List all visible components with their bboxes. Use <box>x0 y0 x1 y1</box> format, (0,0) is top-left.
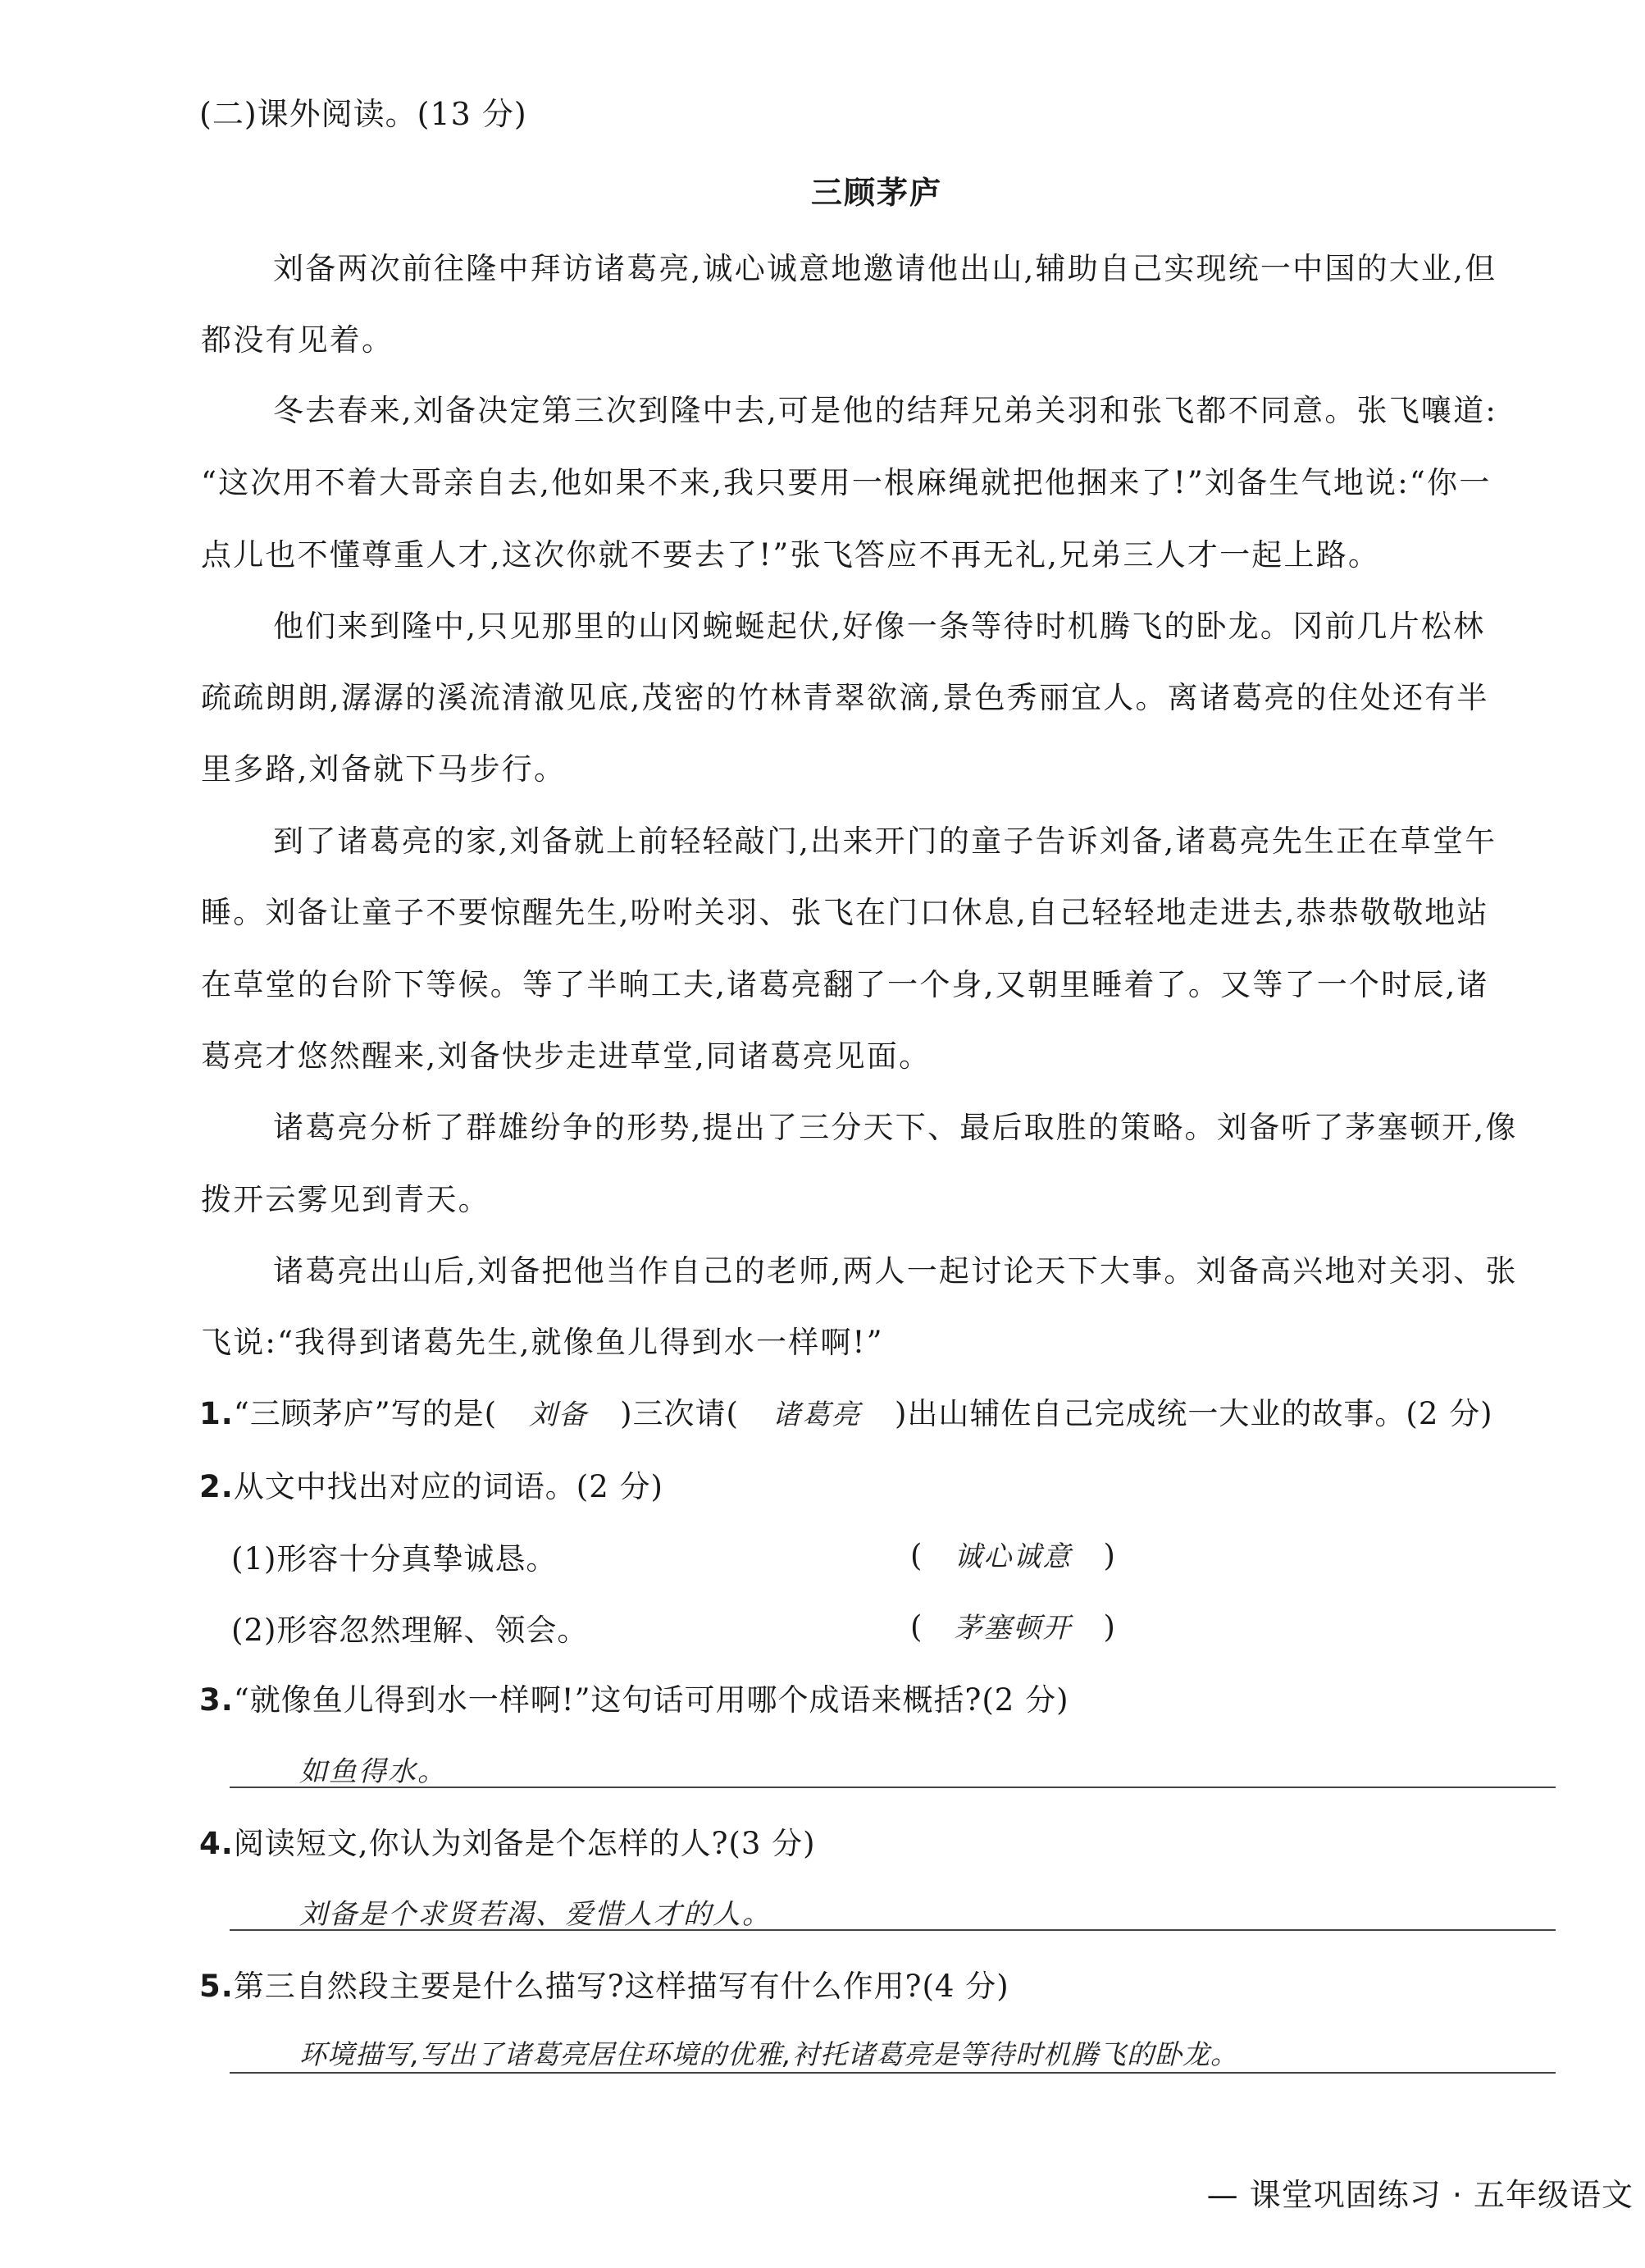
q2-item-1-text: (1)形容十分真挚诚恳。 <box>231 1541 558 1577</box>
question-1: 1.“三顾茅庐”写的是( 刘备 )三次请( 诸葛亮 )出山辅佐自己完成统一大业的故事。(2 分) <box>199 1389 1493 1433</box>
article-line: 冬去春来,刘备决定第三次到隆中去,可是他的结拜兄弟关羽和张飞都不同意。张飞嚷道: <box>273 393 1497 428</box>
q2-item-1-answer: ( 诚心诚意 ) <box>910 1534 1116 1574</box>
question-5: 5.第三自然段主要是什么描写?这样描写有什么作用?(4 分) <box>199 1969 1009 2004</box>
q2-item-2-answer: ( 茅塞顿开 ) <box>910 1605 1116 1645</box>
q2-item-2-text: (2)形容忽然理解、领会。 <box>231 1613 589 1648</box>
article-line: 诸葛亮出山后,刘备把他当作自己的老师,两人一起讨论天下大事。刘备高兴地对关羽、张 <box>273 1253 1518 1289</box>
article-title: 三顾茅庐 <box>810 174 942 211</box>
question-3: 3.“就像鱼儿得到水一样啊!”这句话可用哪个成语来概括?(2 分) <box>199 1682 1069 1718</box>
q5-answer[interactable]: 环境描写,写出了诸葛亮居住环境的优雅,衬托诸葛亮是等待时机腾飞的卧龙。 <box>299 2038 1238 2070</box>
q2-answer-2[interactable]: 茅塞顿开 <box>954 1612 1073 1645</box>
article-line: 飞说:“我得到诸葛先生,就像鱼儿得到水一样啊!” <box>201 1325 884 1360</box>
section-title: (二)课外阅读。(13 分) <box>199 96 527 132</box>
article-line: “这次用不着大哥亲自去,他如果不来,我只要用一根麻绳就把他捆来了!”刘备生气地说:“你一 <box>201 465 1492 500</box>
article-line: 在草堂的台阶下等候。等了半晌工夫,诸葛亮翻了一个身,又朝里睡着了。又等了一个时辰,诸 <box>201 967 1489 1002</box>
q3-answer-line <box>230 1787 1556 1788</box>
q4-answer-line <box>230 1929 1556 1931</box>
article-line: 葛亮才悠然醒来,刘备快步走进草堂,同诸葛亮见面。 <box>201 1038 932 1074</box>
question-4: 4.阅读短文,你认为刘备是个怎样的人?(3 分) <box>199 1826 816 1861</box>
article-line: 点儿也不懂尊重人才,这次你就不要去了!”张飞答应不再无礼,兄弟三人才一起上路。 <box>201 537 1381 573</box>
q5-answer-line <box>230 2072 1556 2074</box>
article-line: 诸葛亮分析了群雄纷争的形势,提出了三分天下、最后取胜的策略。刘备听了茅塞顿开,像 <box>273 1110 1518 1145</box>
question-number: 4. <box>199 1826 234 1861</box>
page-footer: — 课堂巩固练习 · 五年级语文 <box>1206 2177 1634 2213</box>
q4-answer[interactable]: 刘备是个求贤若渴、爱惜人才的人。 <box>299 1898 772 1931</box>
question-number: 5. <box>199 1969 234 2004</box>
article-line: 刘备两次前往隆中拜访诸葛亮,诚心诚意地邀请他出山,辅助自己实现统一中国的大业,但 <box>273 251 1497 286</box>
article-line: 疏疏朗朗,潺潺的溪流清澈见底,茂密的竹林青翠欲滴,景色秀丽宜人。离诸葛亮的住处还有半 <box>201 680 1489 715</box>
question-number: 3. <box>199 1682 234 1718</box>
question-number: 1. <box>199 1396 234 1431</box>
article-line: 他们来到隆中,只见那里的山冈蜿蜒起伏,好像一条等待时机腾飞的卧龙。冈前几片松林 <box>273 609 1486 644</box>
question-2: 2.从文中找出对应的词语。(2 分) <box>199 1469 663 1504</box>
q1-answer-2[interactable]: 诸葛亮 <box>772 1399 861 1431</box>
question-number: 2. <box>199 1469 234 1504</box>
q1-answer-1[interactable]: 刘备 <box>529 1399 589 1431</box>
q3-answer[interactable]: 如鱼得水。 <box>299 1755 447 1788</box>
article-line: 拨开云雾见到青天。 <box>201 1182 490 1217</box>
article-line: 睡。刘备让童子不要惊醒先生,吩咐关羽、张飞在门口休息,自己轻轻地走进去,恭恭敬敬地站 <box>201 895 1489 930</box>
article-line: 都没有见着。 <box>201 322 394 358</box>
article-line: 到了诸葛亮的家,刘备就上前轻轻敲门,出来开门的童子告诉刘备,诸葛亮先生正在草堂午 <box>273 824 1497 859</box>
q2-answer-1[interactable]: 诚心诚意 <box>954 1540 1073 1573</box>
article-line: 里多路,刘备就下马步行。 <box>201 751 567 787</box>
